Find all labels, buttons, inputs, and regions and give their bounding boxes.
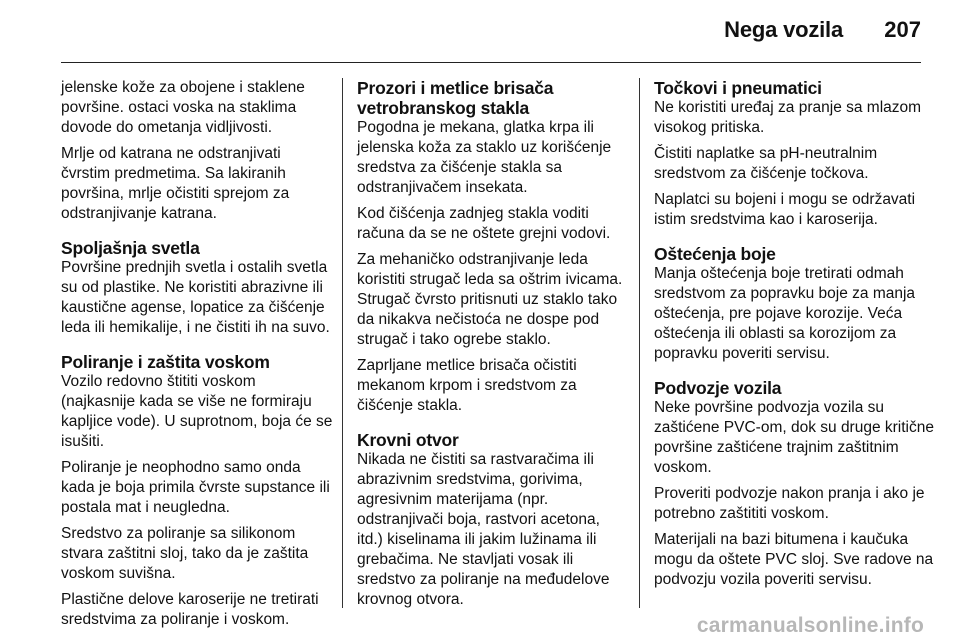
paragraph: Poliranje je neophodno samo onda kada je boja primila čvrste supstance ili postala mat i neugledna. [61, 459, 330, 516]
section-heading: Krovni otvor [357, 430, 459, 450]
paragraph: Naplatci su bojeni i mogu se održavati istim sredstvima kao i karoserija. [654, 191, 916, 228]
page-title: Nega vozila [724, 17, 843, 42]
paragraph: Materijali na bazi bitumena i kaučuka mogu da oštete PVC sloj. Sve radove na podvozju vozila poveriti servisu. [654, 531, 934, 588]
section-heading: Prozori i metlice brisača vetrobranskog stakla [357, 78, 554, 118]
paragraph: Sredstvo za poliranje sa silikonom stvara zaštitni sloj, tako da je zaštita voskom suvišna. [61, 525, 309, 582]
section-wheels-tires [654, 78, 934, 230]
column-divider [639, 78, 640, 608]
column-2 [357, 78, 629, 616]
paragraph: Plastične delove karoserije ne tretirati sredstvima za poliranje i voskom. [61, 591, 319, 628]
paragraph: Mrlje od katrana ne odstranjivati čvrstim predmetima. Sa lakiranih površina, mrlje očistiti sprejom za odstranjivanje katrana. [61, 145, 290, 222]
paragraph: Manja oštećenja boje tretirati odmah sredstvom za popravku boje za manja oštećenja, pre pojave korozije. Veća oštećenja ili oblasti sa korozijom za popravku poveriti servisu. [654, 265, 916, 362]
column-3 [654, 78, 934, 596]
paragraph: Čistiti naplatke sa pH-neutralnim sredstvom za čišćenje točkova. [654, 145, 878, 182]
paragraph: Za mehaničko odstranjivanje leda koristiti strugač leda sa oštrim ivicama. Strugač čvrsto pritisnuti uz staklo tako da nikakva nečistoća ne dospe pod strugač i tako ogrebe staklo. [357, 251, 623, 348]
column-divider [342, 78, 343, 608]
section-heading: Oštećenja boje [654, 244, 776, 264]
paragraph: Pogodna je mekana, glatka krpa ili jelenska koža za staklo uz korišćenje sredstva za čišćenje stakla sa odstranjivačem insekata. [357, 119, 612, 196]
page-number: 207 [884, 17, 921, 42]
column-1 [61, 78, 333, 636]
paragraph: Ne koristiti uređaj za pranje sa mlazom visokog pritiska. [654, 99, 922, 136]
section-heading: Podvozje vozila [654, 378, 782, 398]
section-sunroof [357, 430, 629, 610]
paragraph: Vozilo redovno štititi voskom (najkasnije kada se više ne formiraju kapljice vode). U suprotnom, boja će se isušiti. [61, 373, 333, 450]
watermark-text: carmanualsonline.info [696, 614, 924, 637]
section-underbody [654, 378, 934, 590]
paragraph: Zaprljane metlice brisača očistiti mekanom krpom i sredstvom za čišćenje stakla. [357, 357, 577, 414]
paragraph: Neke površine podvozja vozila su zaštićene PVC-om, dok su druge kritične površine zaštićene trajnim zaštitnim voskom. [654, 399, 934, 476]
paragraph: jelenske kože za obojene i staklene površine. ostaci voska na staklima dovode do ometanja vidljivosti. [61, 79, 305, 136]
section-paint-damage [654, 244, 934, 364]
paragraph: Nikada ne čistiti sa rastvaračima ili abrazivnim sredstvima, gorivima, agresivnim materijama (npr. odstranjivači boja, rastvori acetona, itd.) kiselinama ili jakim lužinama ili grebačima. Ne stavljati vosak ili sredstvo za poliranje na međudelove krovnog otvora. [357, 451, 610, 608]
section-windows-wipers [357, 78, 629, 416]
section-heading: Poliranje i zaštita voskom [61, 352, 270, 372]
paragraph: Proveriti podvozje nakon pranja i ako je potrebno zaštititi voskom. [654, 485, 925, 522]
section-heading: Spoljašnja svetla [61, 238, 200, 258]
section-heading: Točkovi i pneumatici [654, 78, 822, 98]
section-exterior-lights [61, 238, 333, 338]
paragraph: Kod čišćenja zadnjeg stakla voditi računa da se ne oštete grejni vodovi. [357, 205, 611, 242]
section-polishing-waxing [61, 352, 333, 630]
page-header [61, 0, 921, 63]
paragraph: Površine prednjih svetla i ostalih svetla su od plastike. Ne koristiti abrazivne ili kaustične agense, lopatice za čišćenje leda ili hemikalije, i ne čistiti ih na suvo. [61, 259, 330, 336]
